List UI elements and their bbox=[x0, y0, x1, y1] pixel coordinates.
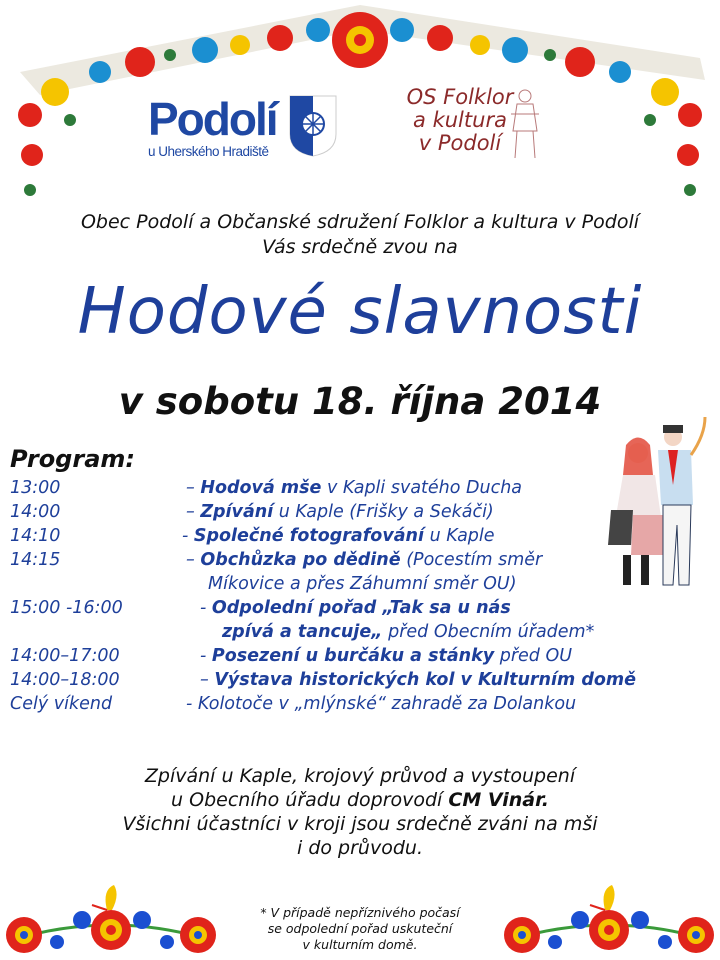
program-description bbox=[186, 476, 522, 500]
program-activity: Výstava historických kol v Kulturním domě bbox=[214, 670, 636, 690]
program-location: před Obecním úřadem* bbox=[382, 622, 595, 642]
program-item-continuation bbox=[208, 572, 517, 596]
program-time: 14:00 bbox=[10, 502, 61, 522]
program-activity: Odpolední pořad „Tak sa u nás bbox=[211, 598, 511, 618]
program-description bbox=[186, 500, 494, 524]
arch-flowers bbox=[18, 12, 702, 196]
program-location: u Kaple bbox=[424, 526, 495, 546]
program-location: v Kapli svatého Ducha bbox=[321, 478, 523, 498]
program-location: u Kaple (Frišky a Sekáči) bbox=[273, 502, 494, 522]
program-time: 14:10 bbox=[10, 526, 61, 546]
program-description bbox=[182, 524, 495, 548]
program-heading: Program: bbox=[10, 445, 135, 473]
program-activity: Obchůzka po dědině bbox=[200, 550, 401, 570]
footnote-line: v kulturním domě. bbox=[302, 937, 418, 952]
dancing-couple-illustration bbox=[593, 415, 718, 595]
dash: – bbox=[186, 478, 201, 498]
program-time: 14:15 bbox=[10, 550, 61, 570]
footnote-line: * V případě nepříznivého počasí bbox=[260, 905, 460, 920]
program-activity: zpívá a tancuje„ bbox=[222, 622, 383, 642]
program-activity: Společné fotografování bbox=[193, 526, 425, 546]
note-line bbox=[0, 788, 720, 812]
dash: - bbox=[182, 526, 194, 546]
association-logo-line: v Podolí bbox=[418, 131, 502, 155]
weather-footnote bbox=[225, 905, 495, 953]
note-line: Všichni účastníci v kroji jsou srdečně zváni na mši bbox=[122, 813, 598, 835]
dash: - bbox=[200, 646, 212, 666]
dash: - bbox=[186, 694, 198, 714]
folk-flower-ornament-left bbox=[2, 880, 220, 960]
program-activity: Zpívání bbox=[200, 502, 274, 522]
invitation-intro bbox=[0, 210, 720, 260]
accompaniment-note bbox=[0, 764, 720, 860]
coat-of-arms-icon bbox=[288, 94, 338, 158]
program-item-continuation bbox=[222, 620, 594, 644]
program-description bbox=[200, 596, 511, 620]
program-time: 14:00–18:00 bbox=[10, 670, 120, 690]
note-text: u Obecního úřadu doprovodí bbox=[171, 789, 449, 811]
dash: – bbox=[200, 670, 215, 690]
band-name: CM Vinár. bbox=[448, 789, 549, 811]
program-location: před OU bbox=[494, 646, 573, 666]
event-date: v sobotu 18. října 2014 bbox=[118, 380, 602, 423]
event-title: Hodové slavnosti bbox=[77, 275, 643, 349]
association-logo-line: OS Folklor bbox=[406, 85, 514, 109]
folk-figure-icon bbox=[505, 86, 545, 162]
program-description bbox=[186, 548, 542, 572]
podoli-logo-subtitle: u Uherského Hradiště bbox=[148, 144, 269, 159]
intro-line: Obec Podolí a Občanské sdružení Folklor a kultura v Podolí bbox=[80, 211, 640, 233]
dash: – bbox=[186, 550, 201, 570]
program-description bbox=[186, 692, 576, 716]
note-line: Zpívání u Kaple, krojový průvod a vystoupení bbox=[144, 765, 576, 787]
intro-line: Vás srdečně zvou na bbox=[262, 236, 458, 258]
program-time: 15:00 -16:00 bbox=[10, 598, 123, 618]
podoli-logo bbox=[148, 93, 277, 159]
dash: – bbox=[186, 502, 201, 522]
note-line: i do průvodu. bbox=[297, 837, 423, 859]
folk-flower-ornament-right bbox=[500, 880, 718, 960]
dash: - bbox=[200, 598, 212, 618]
program-location: Kolotoče v „mlýnské“ zahradě za Dolankou bbox=[197, 694, 577, 714]
folk-ornament-arch bbox=[0, 0, 720, 215]
program-activity: Hodová mše bbox=[200, 478, 322, 498]
program-time: 13:00 bbox=[10, 478, 61, 498]
association-logo-line: a kultura bbox=[413, 108, 507, 132]
program-time: 14:00–17:00 bbox=[10, 646, 120, 666]
program-description bbox=[200, 668, 636, 692]
program-location: (Pocestím směr bbox=[400, 550, 543, 570]
footnote-line: se odpolední pořad uskuteční bbox=[267, 921, 453, 936]
program-location: Míkovice a přes Záhumní směr OU) bbox=[208, 574, 517, 594]
podoli-logo-name: Podolí bbox=[148, 93, 277, 145]
program-description bbox=[200, 644, 572, 668]
program-time: Celý víkend bbox=[10, 694, 113, 714]
program-activity: Posezení u burčáku a stánky bbox=[211, 646, 495, 666]
